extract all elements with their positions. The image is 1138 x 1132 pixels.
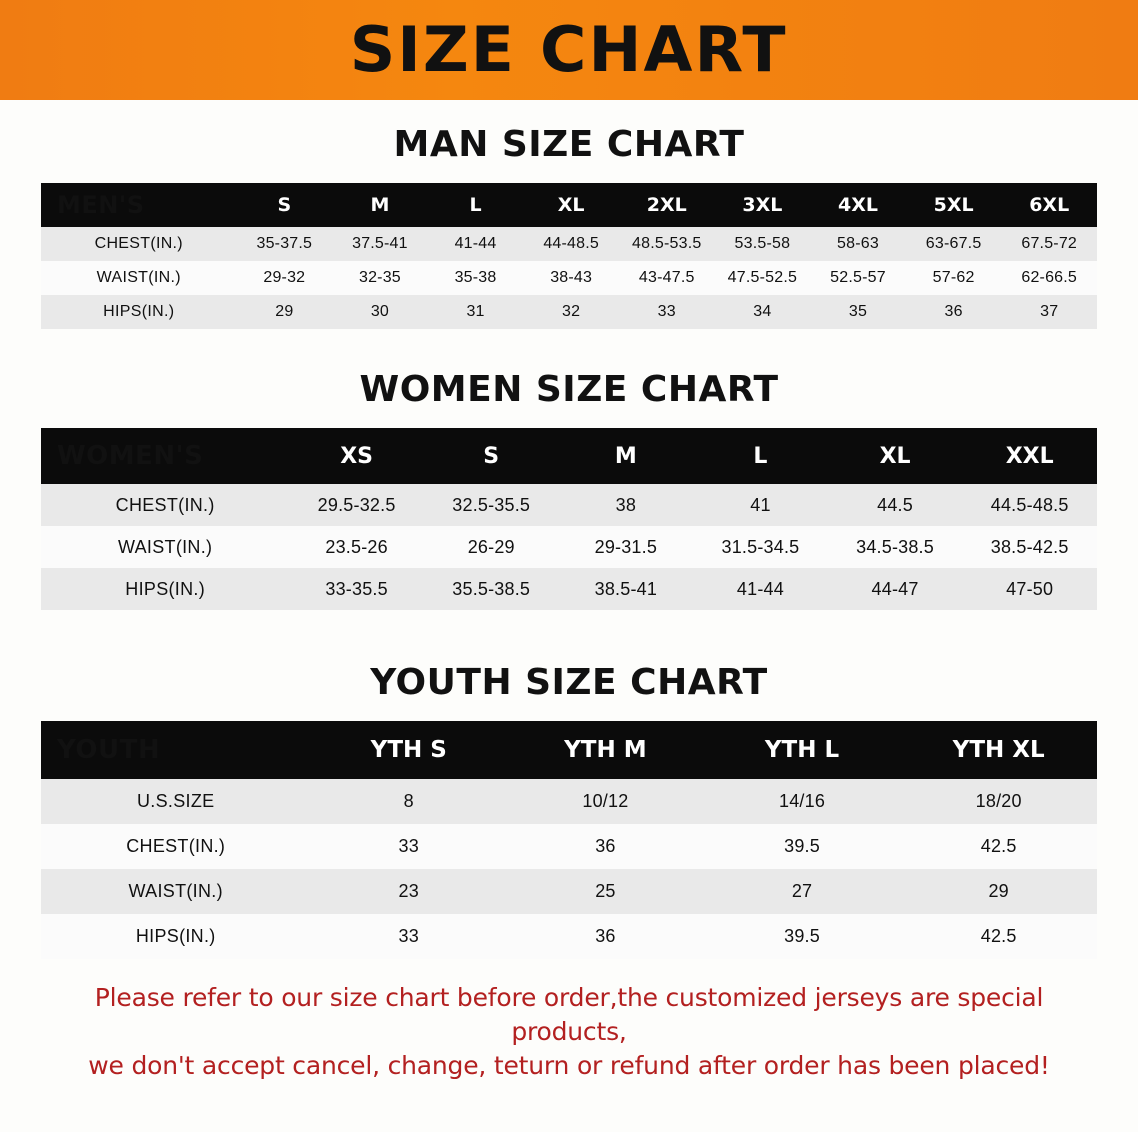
youth-table-body <box>41 721 1097 959</box>
women-header-label: WOMEN'S <box>57 441 204 471</box>
man-cell: 44-48.5 <box>543 235 599 252</box>
man-cell: 30 <box>370 303 390 320</box>
man-cell: 63-67.5 <box>925 235 982 252</box>
man-cell: 67.5-72 <box>1021 235 1078 252</box>
women-cell: 47-50 <box>1006 578 1054 599</box>
man-cell: 37.5-41 <box>352 235 408 252</box>
man-cell: 34 <box>753 303 772 320</box>
women-size-header: M <box>614 443 637 469</box>
women-cell: 38.5-41 <box>594 578 658 599</box>
man-cell: 31 <box>466 303 485 320</box>
table-row <box>41 526 1097 568</box>
man-cell: 29 <box>275 303 294 320</box>
youth-cell: 42.5 <box>980 836 1017 856</box>
man-table-header-row <box>41 183 1097 227</box>
youth-row-label: HIPS(IN.) <box>135 926 216 946</box>
man-cell: 41-44 <box>454 235 497 252</box>
women-cell: 23.5-26 <box>325 536 388 557</box>
youth-size-header: YTH L <box>764 737 840 763</box>
women-cell: 33-35.5 <box>325 578 388 599</box>
table-row <box>41 484 1097 526</box>
man-cell: 35-38 <box>454 269 497 286</box>
youth-row-label: WAIST(IN.) <box>128 881 223 901</box>
youth-cell: 25 <box>595 881 616 901</box>
table-row <box>41 824 1097 869</box>
man-row-label: HIPS(IN.) <box>103 303 175 320</box>
man-cell: 32 <box>562 303 581 320</box>
man-cell: 38-43 <box>550 269 593 286</box>
women-cell: 44.5 <box>877 494 913 515</box>
man-size-header: M <box>370 194 390 216</box>
women-cell: 41 <box>750 494 771 515</box>
man-cell: 62-66.5 <box>1021 269 1078 286</box>
table-row <box>41 779 1097 824</box>
women-cell: 32.5-35.5 <box>452 494 531 515</box>
man-size-header: 3XL <box>742 194 783 216</box>
man-cell: 57-62 <box>932 269 975 286</box>
man-table-wrapper <box>41 183 1097 329</box>
women-cell: 44-47 <box>871 578 919 599</box>
women-row-label: WAIST(IN.) <box>117 536 213 557</box>
man-section-heading: MAN SIZE CHART <box>393 124 745 165</box>
women-cell: 35.5-38.5 <box>452 578 531 599</box>
order-policy-note <box>39 981 1099 1082</box>
man-size-header: 4XL <box>837 194 878 216</box>
women-cell: 38.5-42.5 <box>990 536 1069 557</box>
youth-cell: 27 <box>791 881 813 901</box>
women-table-header-row <box>41 428 1097 484</box>
man-cell: 32-35 <box>358 269 401 286</box>
man-cell: 58-63 <box>837 235 879 252</box>
man-cell: 53.5-58 <box>734 235 791 252</box>
women-size-table <box>41 428 1097 610</box>
youth-cell: 33 <box>398 926 419 946</box>
man-cell: 48.5-53.5 <box>632 235 702 252</box>
table-row <box>41 568 1097 610</box>
youth-cell: 36 <box>595 836 616 856</box>
man-size-header: S <box>277 194 292 216</box>
banner <box>0 0 1138 100</box>
youth-row-label: U.S.SIZE <box>137 791 215 811</box>
table-row <box>41 295 1097 329</box>
women-cell: 29-31.5 <box>594 536 658 557</box>
man-cell: 36 <box>944 303 963 320</box>
man-cell: 35-37.5 <box>256 235 313 252</box>
women-table-wrapper <box>41 428 1097 610</box>
man-cell: 52.5-57 <box>830 269 886 286</box>
youth-size-header: YTH XL <box>952 737 1045 763</box>
youth-header-label: YOUTH <box>57 735 161 765</box>
youth-size-header: YTH S <box>370 737 447 763</box>
youth-cell: 14/16 <box>779 791 826 811</box>
table-row <box>41 914 1097 959</box>
women-cell: 38 <box>615 494 637 515</box>
youth-cell: 39.5 <box>784 836 820 856</box>
table-row <box>41 869 1097 914</box>
women-row-label: HIPS(IN.) <box>125 578 205 599</box>
youth-cell: 33 <box>398 836 419 856</box>
man-size-header: L <box>469 194 482 216</box>
youth-cell: 39.5 <box>784 926 820 946</box>
women-cell: 31.5-34.5 <box>721 536 800 557</box>
youth-cell: 23 <box>398 881 419 901</box>
women-size-header: XL <box>879 443 911 469</box>
women-size-header: S <box>483 443 500 469</box>
women-size-header: XXL <box>1005 443 1054 469</box>
man-row-label: CHEST(IN.) <box>94 235 183 252</box>
women-cell: 44.5-48.5 <box>990 494 1069 515</box>
youth-size-table <box>41 721 1097 959</box>
youth-cell: 18/20 <box>975 791 1022 811</box>
man-header-label: MEN'S <box>57 191 145 219</box>
man-size-header: 6XL <box>1029 194 1070 216</box>
man-cell: 29-32 <box>263 269 306 286</box>
youth-cell: 10/12 <box>582 791 629 811</box>
women-row-label: CHEST(IN.) <box>115 494 215 515</box>
women-table-body <box>41 428 1097 610</box>
women-section-heading: WOMEN SIZE CHART <box>359 369 779 410</box>
women-size-header: XS <box>340 443 374 469</box>
youth-cell: 42.5 <box>980 926 1017 946</box>
women-cell: 41-44 <box>736 578 784 599</box>
table-row <box>41 227 1097 261</box>
man-cell: 43-47.5 <box>638 269 695 286</box>
man-cell: 33 <box>657 303 676 320</box>
youth-cell: 8 <box>403 791 414 811</box>
women-size-header: L <box>753 443 768 469</box>
youth-cell: 29 <box>988 881 1009 901</box>
women-cell: 26-29 <box>467 536 515 557</box>
youth-section-heading: YOUTH SIZE CHART <box>370 662 768 703</box>
table-row <box>41 261 1097 295</box>
youth-cell: 36 <box>595 926 616 946</box>
women-cell: 29.5-32.5 <box>317 494 396 515</box>
man-size-table <box>41 183 1097 329</box>
youth-table-header-row <box>41 721 1097 779</box>
man-cell: 47.5-52.5 <box>727 269 798 286</box>
man-table-body <box>41 183 1097 329</box>
youth-table-wrapper <box>41 721 1097 959</box>
man-size-header: 5XL <box>933 194 974 216</box>
man-cell: 37 <box>1040 303 1059 320</box>
man-cell: 35 <box>848 303 868 320</box>
page-title: SIZE CHART <box>350 13 788 86</box>
youth-size-header: YTH M <box>564 737 647 763</box>
man-size-header: 2XL <box>646 194 687 216</box>
order-policy-note-line-1: Please refer to our size chart before order,the customized jerseys are special products, <box>94 983 1044 1046</box>
man-row-label: WAIST(IN.) <box>96 269 181 286</box>
youth-row-label: CHEST(IN.) <box>126 836 226 856</box>
order-policy-note-line-2: we don't accept cancel, change, teturn or refund after order has been placed! <box>88 1050 1050 1080</box>
women-cell: 34.5-38.5 <box>856 536 934 557</box>
man-size-header: XL <box>557 194 585 216</box>
